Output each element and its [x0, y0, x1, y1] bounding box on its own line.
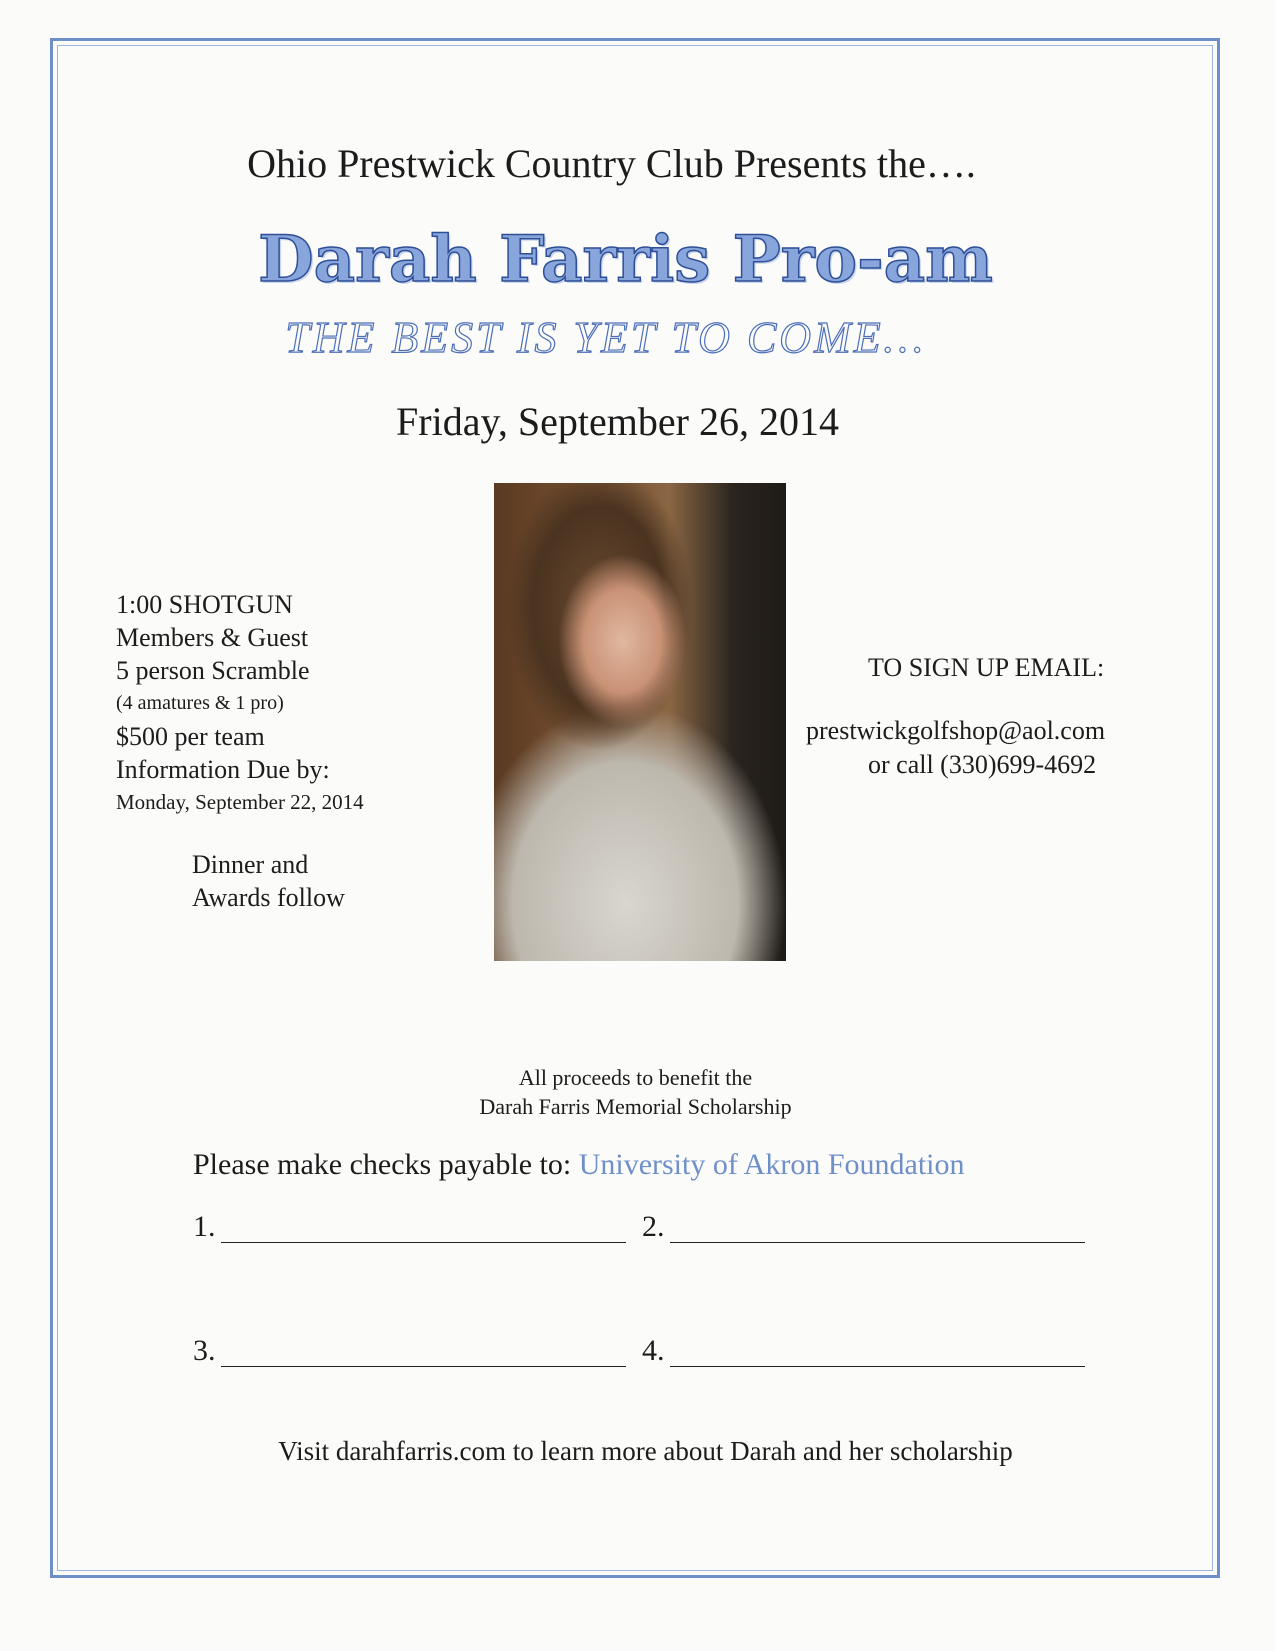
team-price: $500 per team: [116, 722, 265, 751]
entry-number: 1.: [193, 1210, 216, 1243]
checks-payable: [193, 1148, 965, 1182]
team-composition: (4 amatures & 1 pro): [116, 692, 284, 714]
entry-rule: [221, 1242, 626, 1243]
entry-line-4[interactable]: [642, 1334, 665, 1368]
entry-line-2[interactable]: [642, 1210, 665, 1244]
checks-label: Please make checks payable to:: [193, 1148, 572, 1181]
portrait-photo: [494, 483, 786, 961]
entry-number: 4.: [642, 1334, 665, 1367]
event-date: Friday, September 26, 2014: [396, 399, 839, 444]
proceeds-note: [0, 1063, 1275, 1121]
dinner-awards: [192, 848, 345, 914]
due-date: Monday, September 22, 2014: [116, 790, 364, 814]
checks-payee: University of Akron Foundation: [578, 1148, 965, 1181]
tagline: THE BEST IS YET TO COME…: [285, 313, 926, 362]
entry-rule: [670, 1366, 1085, 1367]
signup-heading: TO SIGN UP EMAIL:: [868, 653, 1105, 682]
due-label: Information Due by:: [116, 755, 330, 784]
entry-rule: [221, 1366, 626, 1367]
intro-line: Ohio Prestwick Country Club Presents the….: [247, 141, 976, 186]
entry-line-3[interactable]: [193, 1334, 216, 1368]
scramble-format: 5 person Scramble: [116, 656, 310, 685]
footer-visit: Visit darahfarris.com to learn more about Darah and her scholarship: [278, 1436, 1013, 1466]
entry-line-1[interactable]: [193, 1210, 216, 1244]
shotgun-time: 1:00 SHOTGUN: [116, 590, 293, 619]
event-details: [116, 588, 364, 819]
entry-rule: [670, 1242, 1085, 1243]
proceeds-line-1: All proceeds to benefit the: [518, 1065, 753, 1090]
portrait-photo-icon: [637, 722, 643, 723]
signup-email-link[interactable]: prestwickgolfshop@aol.com: [806, 716, 1106, 745]
dinner-line-1: Dinner and: [192, 850, 309, 879]
entry-number: 3.: [193, 1334, 216, 1367]
proceeds-line-2: Darah Farris Memorial Scholarship: [479, 1094, 792, 1119]
entry-number: 2.: [642, 1210, 665, 1243]
signup-phone: or call (330)699-4692: [868, 750, 1097, 779]
members-guest: Members & Guest: [116, 623, 309, 652]
dinner-line-2: Awards follow: [192, 883, 345, 912]
event-title: Darah Farris Pro-am: [258, 222, 993, 297]
